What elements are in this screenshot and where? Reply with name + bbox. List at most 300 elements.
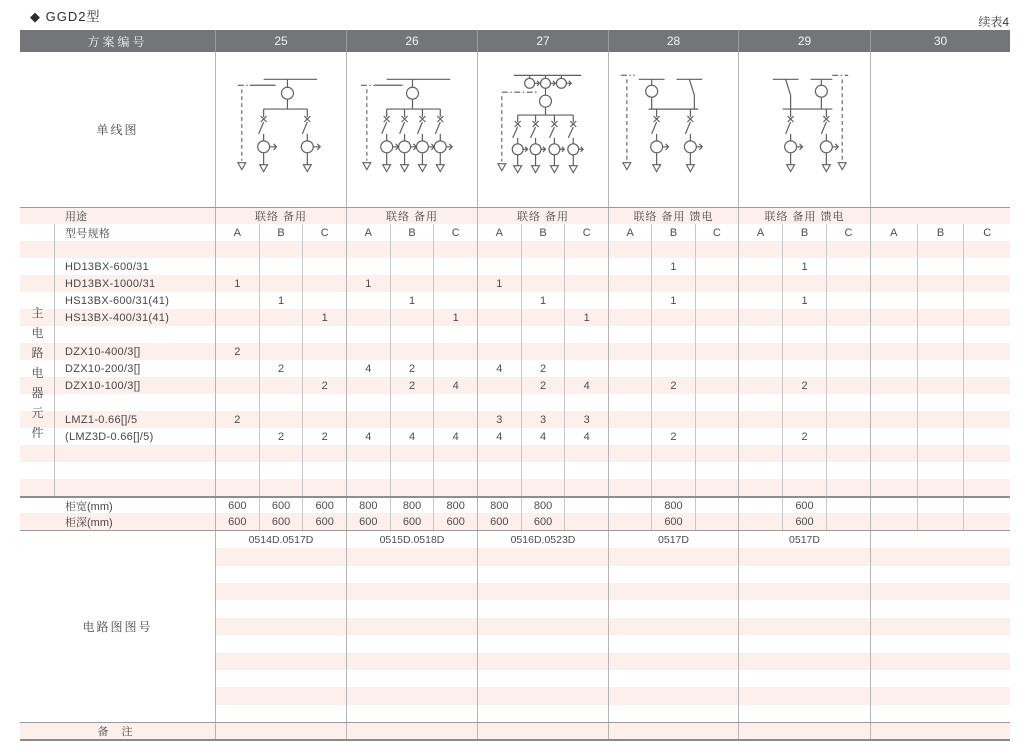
table-cell: [216, 292, 259, 309]
row-gutter: [20, 241, 55, 258]
table-cell: 800: [651, 498, 694, 513]
component-qty-group: [608, 394, 738, 411]
diagram-cell-27: [477, 52, 608, 207]
table-cell: [782, 411, 826, 428]
component-row: [20, 360, 1010, 377]
table-cell: [739, 377, 782, 394]
stripe: [478, 705, 608, 722]
table-cell: [521, 343, 565, 360]
table-cell: [917, 241, 964, 258]
table-cell: [917, 292, 964, 309]
component-qty-group: [215, 275, 346, 292]
component-qty-group: [215, 462, 346, 479]
remark-label: 备 注: [97, 726, 138, 738]
table-cell: [433, 292, 477, 309]
table-cell: [695, 479, 738, 496]
stripe: [739, 583, 870, 600]
table-cell: [216, 394, 259, 411]
table-cell: [216, 428, 259, 445]
stripe: [609, 705, 738, 722]
stripe: [739, 653, 870, 670]
sub-column-header: B: [259, 224, 303, 241]
component-qty-group: [738, 377, 870, 394]
table-cell: [259, 258, 303, 275]
table-cell: [609, 326, 651, 343]
table-cell: [871, 241, 917, 258]
circuit-no-cell: 0517D: [789, 533, 820, 546]
table-cell: 4: [564, 377, 608, 394]
table-cell: [259, 462, 303, 479]
component-qty-group: [870, 309, 1010, 326]
table-cell: [695, 241, 738, 258]
side-label-char: 件: [31, 426, 44, 440]
component-qty-group: [870, 377, 1010, 394]
component-row: [20, 377, 1010, 394]
sub-column-header: C: [564, 224, 608, 241]
table-cell: [478, 377, 521, 394]
row-gutter: [20, 445, 55, 462]
table-cell: [871, 394, 917, 411]
diagram-row-label: 单线图: [96, 123, 139, 137]
component-qty-group: [477, 462, 608, 479]
table-cell: [347, 241, 390, 258]
cabinet-width-label: 柜宽(mm): [65, 500, 113, 513]
component-qty-group: [215, 394, 346, 411]
table-cell: [782, 241, 826, 258]
row-gutter: [20, 479, 55, 496]
stripe: [871, 635, 1010, 652]
table-cell: [651, 445, 694, 462]
table-cell: 1: [651, 292, 694, 309]
table-cell: [739, 498, 782, 513]
stripe: [871, 600, 1010, 617]
component-qty-group: [738, 292, 870, 309]
component-name: [55, 462, 215, 479]
component-qty-group: [477, 428, 608, 445]
component-qty-group: [477, 479, 608, 496]
table-cell: [609, 258, 651, 275]
side-category-label: [20, 303, 55, 443]
table-cell: [782, 309, 826, 326]
dimension-group: [477, 513, 608, 530]
table-cell: [739, 309, 782, 326]
sub-column-header: C: [302, 224, 346, 241]
sub-column-header: A: [364, 226, 372, 239]
table-cell: [826, 428, 870, 445]
table-cell: [433, 411, 477, 428]
component-qty-group: [608, 309, 738, 326]
sub-column-header: A: [233, 226, 241, 239]
table-cell: [826, 360, 870, 377]
component-qty-group: [608, 275, 738, 292]
component-name: HS13BX-600/31(41): [65, 294, 170, 307]
sub-column-header-group: [215, 224, 346, 241]
stripe: [216, 687, 346, 704]
sub-column-header: A: [495, 226, 503, 239]
table-cell: 2: [390, 360, 434, 377]
table-cell: [782, 462, 826, 479]
table-cell: [651, 326, 694, 343]
sub-column-header: B: [521, 224, 565, 241]
table-cell: [826, 343, 870, 360]
table-cell: [478, 258, 521, 275]
table-cell: [782, 326, 826, 343]
table-cell: [302, 343, 346, 360]
component-qty-group: [608, 258, 738, 275]
table-cell: [609, 479, 651, 496]
component-qty-group: [215, 309, 346, 326]
table-cell: [609, 360, 651, 377]
component-qty-group: [608, 343, 738, 360]
table-cell: [826, 394, 870, 411]
stripe: [216, 618, 346, 635]
sub-column-header: A: [626, 226, 634, 239]
component-qty-group: [738, 258, 870, 275]
component-qty-group: [608, 428, 738, 445]
table-cell: [695, 292, 738, 309]
component-qty-group: [477, 326, 608, 343]
component-qty-group: [870, 411, 1010, 428]
table-cell: [826, 513, 870, 530]
table-cell: [259, 411, 303, 428]
stripe: [739, 635, 870, 652]
sub-column-header: C: [963, 224, 1010, 241]
table-cell: [478, 394, 521, 411]
table-cell: 2: [259, 360, 303, 377]
table-cell: 600: [228, 499, 247, 512]
table-cell: [216, 360, 259, 377]
table-cell: 600: [782, 498, 826, 513]
table-cell: 800: [490, 499, 509, 512]
spec-table: [20, 30, 1010, 741]
table-cell: [739, 241, 782, 258]
table-cell: [521, 241, 565, 258]
table-cell: [259, 309, 303, 326]
circuit-no-section: [20, 530, 1010, 722]
table-cell: [433, 343, 477, 360]
stripe: [216, 635, 346, 652]
dimension-group: [608, 513, 738, 530]
table-cell: [651, 479, 694, 496]
table-cell: 600: [228, 515, 247, 528]
table-cell: [478, 343, 521, 360]
table-cell: [347, 445, 390, 462]
table-cell: 1: [433, 309, 477, 326]
component-name: [55, 326, 215, 343]
table-cell: [609, 462, 651, 479]
table-cell: [347, 411, 390, 428]
table-cell: [871, 326, 917, 343]
table-cell: [259, 394, 303, 411]
table-cell: [782, 275, 826, 292]
table-cell: [259, 275, 303, 292]
table-cell: 3: [496, 413, 503, 426]
sub-column-header-group: [870, 224, 1010, 241]
table-cell: 600: [490, 515, 509, 528]
stripe: [609, 687, 738, 704]
component-qty-group: [215, 258, 346, 275]
table-cell: [695, 275, 738, 292]
usage-row: [20, 207, 1010, 224]
table-cell: [521, 445, 565, 462]
table-cell: [564, 479, 608, 496]
component-qty-group: [870, 445, 1010, 462]
table-cell: [564, 258, 608, 275]
table-cell: [390, 479, 434, 496]
single-line-diagram-29: [739, 65, 870, 177]
stripe: [609, 548, 738, 565]
component-qty-group: [870, 479, 1010, 496]
stripe: [216, 705, 346, 722]
component-name: DZX10-100/3[]: [65, 379, 141, 392]
component-qty-group: [870, 241, 1010, 258]
table-cell: [739, 462, 782, 479]
component-qty-group: [346, 360, 477, 377]
side-label-char: 路: [31, 346, 44, 360]
table-cell: [347, 258, 390, 275]
table-cell: [826, 258, 870, 275]
row-gutter: [20, 258, 55, 275]
table-cell: [609, 275, 651, 292]
table-cell: [564, 498, 608, 513]
table-cell: [564, 343, 608, 360]
table-cell: 2: [651, 428, 694, 445]
circuit-no-column: [870, 531, 1010, 722]
component-qty-group: [346, 462, 477, 479]
table-cell: [917, 343, 964, 360]
table-cell: [478, 292, 521, 309]
component-name: [55, 394, 215, 411]
table-cell: [963, 394, 1010, 411]
table-cell: [259, 326, 303, 343]
stripe: [871, 670, 1010, 687]
component-qty-group: [738, 428, 870, 445]
circuit-no-column: [477, 531, 608, 722]
component-qty-group: [738, 343, 870, 360]
scheme-number-label: 方案编号: [87, 34, 148, 49]
component-qty-group: [608, 360, 738, 377]
component-qty-group: [346, 479, 477, 496]
table-cell: [302, 479, 346, 496]
stripe: [871, 618, 1010, 635]
component-qty-group: [738, 411, 870, 428]
table-cell: [651, 309, 694, 326]
table-cell: [963, 241, 1010, 258]
table-cell: [826, 411, 870, 428]
stripe: [347, 566, 477, 583]
table-cell: [609, 343, 651, 360]
component-qty-group: [870, 326, 1010, 343]
scheme-number-29: 29: [738, 30, 870, 52]
stripe: [216, 670, 346, 687]
table-cell: [433, 241, 477, 258]
table-cell: [433, 360, 477, 377]
component-qty-group: [215, 360, 346, 377]
component-row: [20, 343, 1010, 360]
component-qty-group: [608, 241, 738, 258]
stripe: [347, 670, 477, 687]
table-cell: 1: [390, 292, 434, 309]
component-name: (LMZ3D-0.66[]/5): [65, 430, 154, 443]
table-cell: [695, 513, 738, 530]
remark-row: [20, 722, 1010, 741]
table-cell: [478, 326, 521, 343]
sub-column-header: C: [695, 224, 738, 241]
table-cell: [739, 445, 782, 462]
table-cell: 4: [496, 430, 503, 443]
table-cell: [609, 513, 651, 530]
stripe: [871, 566, 1010, 583]
table-cell: [963, 498, 1010, 513]
table-cell: [695, 377, 738, 394]
diagram-cell-30: [870, 52, 1010, 207]
component-qty-group: [215, 241, 346, 258]
table-cell: [871, 360, 917, 377]
table-cell: [390, 462, 434, 479]
sub-column-header: C: [826, 224, 870, 241]
circuit-no-column: [346, 531, 477, 722]
table-cell: [782, 394, 826, 411]
sub-column-header-group: [477, 224, 608, 241]
table-cell: [433, 479, 477, 496]
usage-cell: 联络 备用 馈电: [738, 208, 870, 224]
table-cell: [521, 462, 565, 479]
table-cell: [478, 462, 521, 479]
sub-column-header: B: [917, 224, 964, 241]
component-qty-group: [346, 258, 477, 275]
table-cell: 600: [302, 513, 346, 530]
table-cell: [302, 292, 346, 309]
component-qty-group: [477, 394, 608, 411]
stripe: [478, 670, 608, 687]
table-cell: [826, 462, 870, 479]
component-qty-group: [477, 411, 608, 428]
table-cell: [917, 411, 964, 428]
stripe: [871, 653, 1010, 670]
table-cell: 600: [259, 513, 303, 530]
stripe: [478, 687, 608, 704]
component-qty-group: [870, 292, 1010, 309]
table-cell: 4: [433, 428, 477, 445]
component-qty-group: [346, 309, 477, 326]
table-cell: [871, 377, 917, 394]
dimension-group: [215, 513, 346, 530]
table-cell: [302, 394, 346, 411]
component-qty-group: [215, 326, 346, 343]
table-cell: [963, 462, 1010, 479]
remark-cell: [215, 723, 346, 739]
table-cell: [917, 479, 964, 496]
component-qty-group: [608, 377, 738, 394]
table-cell: [433, 258, 477, 275]
table-cell: [826, 241, 870, 258]
component-name: HD13BX-600/31: [65, 260, 150, 273]
stripe: [739, 705, 870, 722]
table-cell: 3: [564, 411, 608, 428]
component-qty-group: [870, 462, 1010, 479]
scheme-number-26: 26: [346, 30, 477, 52]
component-qty-group: [738, 462, 870, 479]
remark-cell: [608, 723, 738, 739]
table-cell: [216, 309, 259, 326]
table-cell: 600: [359, 515, 378, 528]
table-cell: 1: [302, 309, 346, 326]
table-cell: [609, 445, 651, 462]
side-label-char: 电: [31, 326, 44, 340]
table-cell: 2: [651, 377, 694, 394]
table-cell: 1: [651, 258, 694, 275]
table-cell: [917, 275, 964, 292]
table-cell: [259, 445, 303, 462]
table-cell: [433, 445, 477, 462]
table-cell: [259, 343, 303, 360]
table-cell: [651, 275, 694, 292]
page-title: ◆ GGD2型: [30, 9, 101, 24]
table-cell: [695, 411, 738, 428]
component-qty-group: [608, 292, 738, 309]
table-cell: [871, 411, 917, 428]
table-cell: [917, 462, 964, 479]
component-qty-group: [477, 309, 608, 326]
table-cell: [963, 309, 1010, 326]
table-cell: [390, 445, 434, 462]
single-line-diagram-26: [347, 65, 477, 177]
scheme-number-25: 25: [215, 30, 346, 52]
table-cell: [695, 428, 738, 445]
stripe: [216, 548, 346, 565]
component-qty-group: [346, 326, 477, 343]
table-cell: [216, 241, 259, 258]
table-cell: [651, 343, 694, 360]
table-cell: [609, 292, 651, 309]
component-row: [20, 241, 1010, 258]
stripe: [609, 653, 738, 670]
table-cell: 600: [390, 513, 434, 530]
sub-column-header-group: [608, 224, 738, 241]
table-cell: 2: [234, 413, 241, 426]
table-cell: [739, 343, 782, 360]
table-cell: [302, 360, 346, 377]
table-cell: [917, 377, 964, 394]
stripe: [216, 583, 346, 600]
circuit-no-column: [608, 531, 738, 722]
table-cell: [826, 479, 870, 496]
table-cell: [963, 445, 1010, 462]
component-row: [20, 428, 1010, 445]
stripe: [739, 566, 870, 583]
component-qty-group: [215, 479, 346, 496]
table-cell: [609, 498, 651, 513]
table-cell: [302, 326, 346, 343]
table-cell: 1: [259, 292, 303, 309]
stripe: [739, 687, 870, 704]
table-cell: [347, 394, 390, 411]
table-cell: 600: [782, 513, 826, 530]
stripe: [739, 618, 870, 635]
table-cell: [347, 292, 390, 309]
table-cell: [390, 326, 434, 343]
cabinet-depth-row: [20, 513, 1010, 530]
table-cell: [695, 360, 738, 377]
table-cell: [826, 326, 870, 343]
table-cell: [917, 326, 964, 343]
table-cell: [216, 326, 259, 343]
stripe: [609, 635, 738, 652]
diagram-cell-28: [608, 52, 738, 207]
table-cell: [695, 258, 738, 275]
table-cell: 2: [259, 428, 303, 445]
table-cell: 2: [234, 345, 241, 358]
